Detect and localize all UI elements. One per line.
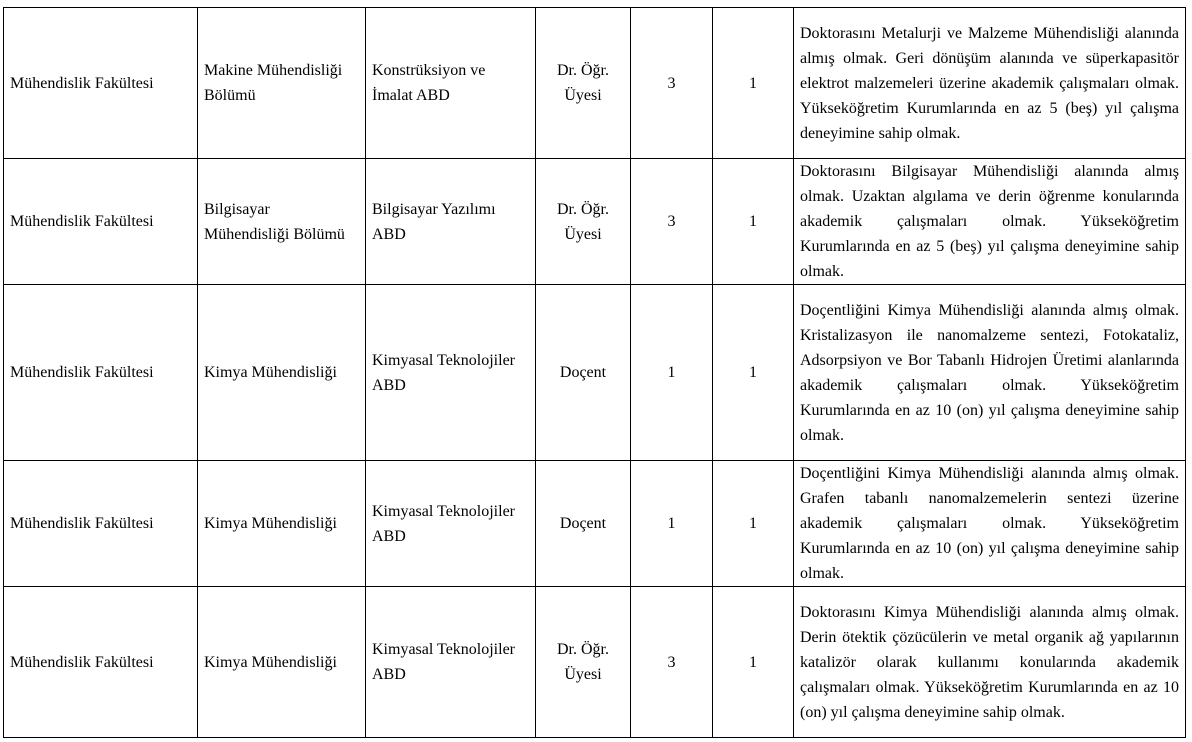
department-cell: Kimya Mühendisliği — [198, 285, 366, 461]
table-row — [4, 285, 1186, 461]
table-row — [4, 159, 1186, 285]
degree-cell: 3 — [631, 587, 713, 738]
postings-table — [3, 7, 1186, 738]
department-cell: Makine Mühendisliği Bölümü — [198, 8, 366, 159]
division-cell: Konstrüksiyon ve İmalat ABD — [366, 8, 536, 159]
count-cell: 1 — [713, 285, 794, 461]
requirements-cell: Doçentliğini Kimya Mühendisliği alanında almış olmak. Kristalizasyon ile nanomalzeme sentezi, Fotokataliz, Adsorpsiyon ve Bor Tabanlı Hidrojen Üretimi alanlarında akademik çalışmaları olmak. Yükseköğretim Kurumlarında en az 10 (on) yıl çalışma deneyimine sahip olmak. — [794, 285, 1186, 461]
title-cell: Doçent — [536, 285, 631, 461]
degree-cell: 1 — [631, 285, 713, 461]
degree-cell: 3 — [631, 8, 713, 159]
faculty-cell: Mühendislik Fakültesi — [4, 8, 198, 159]
faculty-cell: Mühendislik Fakültesi — [4, 587, 198, 738]
table-row — [4, 461, 1186, 587]
requirements-cell: Doktorasını Metalurji ve Malzeme Mühendisliği alanında almış olmak. Geri dönüşüm alanında ve süperkapasitör elektrot malzemeleri üzerine akademik çalışmaları olmak. Yükseköğretim Kurumlarında en az 5 (beş) yıl çalışma deneyimine sahip olmak. — [794, 8, 1186, 159]
title-cell: Dr. Öğr. Üyesi — [536, 8, 631, 159]
division-cell: Kimyasal Teknolojiler ABD — [366, 587, 536, 738]
requirements-cell: Doktorasını Kimya Mühendisliği alanında almış olmak. Derin ötektik çözücülerin ve metal organik ağ yapılarının katalizör olarak kullanımı konularında akademik çalışmaları olmak. Yükseköğretim Kurumlarında en az 10 (on) yıl çalışma deneyimine sahip olmak. — [794, 587, 1186, 738]
count-cell: 1 — [713, 461, 794, 587]
division-cell: Bilgisayar Yazılımı ABD — [366, 159, 536, 285]
requirements-cell: Doktorasını Bilgisayar Mühendisliği alanında almış olmak. Uzaktan algılama ve derin öğrenme konularında akademik çalışmaları olmak. Yükseköğretim Kurumlarında en az 5 (beş) yıl çalışma deneyimine sahip olmak. — [794, 159, 1186, 285]
faculty-cell: Mühendislik Fakültesi — [4, 159, 198, 285]
department-cell: Bilgisayar Mühendisliği Bölümü — [198, 159, 366, 285]
requirements-cell: Doçentliğini Kimya Mühendisliği alanında almış olmak. Grafen tabanlı nanomalzemelerin sentezi üzerine akademik çalışmaları olmak. Yükseköğretim Kurumlarında en az 10 (on) yıl çalışma deneyimine sahip olmak. — [794, 461, 1186, 587]
count-cell: 1 — [713, 159, 794, 285]
department-cell: Kimya Mühendisliği — [198, 461, 366, 587]
count-cell: 1 — [713, 8, 794, 159]
division-cell: Kimyasal Teknolojiler ABD — [366, 285, 536, 461]
division-cell: Kimyasal Teknolojiler ABD — [366, 461, 536, 587]
count-cell: 1 — [713, 587, 794, 738]
title-cell: Dr. Öğr. Üyesi — [536, 159, 631, 285]
title-cell: Dr. Öğr. Üyesi — [536, 587, 631, 738]
title-cell: Doçent — [536, 461, 631, 587]
table-row — [4, 587, 1186, 738]
degree-cell: 1 — [631, 461, 713, 587]
faculty-cell: Mühendislik Fakültesi — [4, 285, 198, 461]
faculty-cell: Mühendislik Fakültesi — [4, 461, 198, 587]
table-row — [4, 8, 1186, 159]
department-cell: Kimya Mühendisliği — [198, 587, 366, 738]
degree-cell: 3 — [631, 159, 713, 285]
